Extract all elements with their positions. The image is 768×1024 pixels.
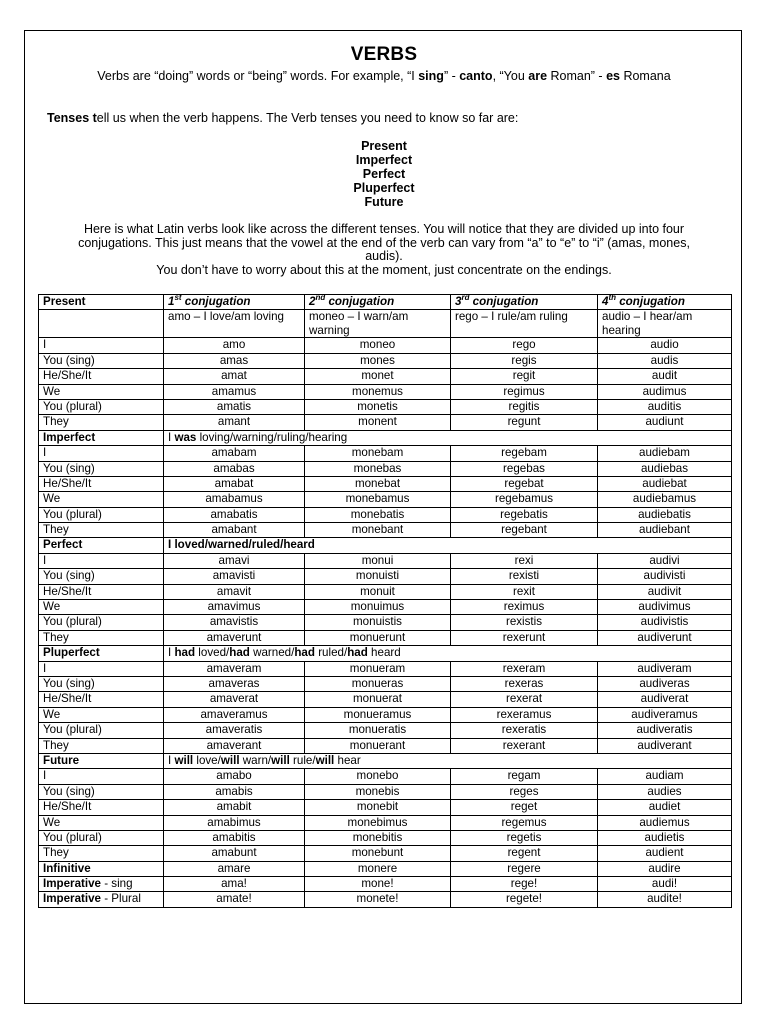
pluperfect-gloss: I had loved/had warned/had ruled/had heard (164, 646, 732, 661)
intro-text: Romana (619, 69, 671, 83)
tenses-line (47, 111, 518, 125)
verb-form: regitis (451, 399, 598, 414)
verb-form: rexistis (451, 615, 598, 630)
verb-form: amate! (164, 892, 305, 907)
table-row (39, 523, 732, 538)
verb-form: monebo (305, 769, 451, 784)
verb-form: amant (164, 415, 305, 430)
imperfect-header: Imperfect (39, 430, 164, 445)
verb-form: amabant (164, 523, 305, 538)
example-row (39, 310, 732, 338)
verb-form: audiam (598, 769, 732, 784)
verb-form: regam (451, 769, 598, 784)
verb-form: monebat (305, 476, 451, 491)
verb-form: amabo (164, 769, 305, 784)
imperfect-gloss: I was loving/warning/ruling/hearing (164, 430, 732, 445)
imperative-plural-row (39, 892, 732, 907)
verb-form: audivit (598, 584, 732, 599)
person-label: You (sing) (39, 569, 164, 584)
verb-form: audies (598, 784, 732, 799)
verb-form: audimus (598, 384, 732, 399)
table-row (39, 784, 732, 799)
verb-form: regebamus (451, 492, 598, 507)
table-row (39, 615, 732, 630)
verb-form: monent (305, 415, 451, 430)
verb-form: audiebant (598, 523, 732, 538)
intro-bold: sing (418, 69, 444, 83)
verb-form: monuerat (305, 692, 451, 707)
table-row (39, 738, 732, 753)
verb-form: monueram (305, 661, 451, 676)
table-row (39, 600, 732, 615)
verb-form: amabitis (164, 830, 305, 845)
verb-form: rexeram (451, 661, 598, 676)
table-row (39, 338, 732, 353)
verb-form: audiverunt (598, 630, 732, 645)
verb-form: audi! (598, 877, 732, 892)
example-cell: audio – I hear/am hearing (598, 310, 732, 338)
person-label: We (39, 815, 164, 830)
verb-form: monebatis (305, 507, 451, 522)
verb-form: monete! (305, 892, 451, 907)
infinitive-row (39, 861, 732, 876)
verb-form: regebas (451, 461, 598, 476)
intro-text: Verbs are “doing” words or “being” words. For example, “I (97, 69, 419, 83)
conjugation-header-row (39, 295, 732, 310)
verb-form: audiebam (598, 446, 732, 461)
verb-form: regetis (451, 830, 598, 845)
imperative-label: Imperative - sing (39, 877, 164, 892)
verb-form: amavisti (164, 569, 305, 584)
intro-bold: are (528, 69, 548, 83)
person-label: You (sing) (39, 784, 164, 799)
person-label: You (plural) (39, 723, 164, 738)
table-row (39, 492, 732, 507)
verb-form: moneo (305, 338, 451, 353)
verb-form: monebit (305, 800, 451, 815)
verb-form: audit (598, 369, 732, 384)
verb-form: amabunt (164, 846, 305, 861)
verb-form: amabamus (164, 492, 305, 507)
verb-form: monuisti (305, 569, 451, 584)
table-row (39, 769, 732, 784)
verb-form: amabat (164, 476, 305, 491)
verb-form: audivisti (598, 569, 732, 584)
table-row (39, 399, 732, 414)
verb-form: amaveramus (164, 707, 305, 722)
verb-form: amaveratis (164, 723, 305, 738)
verb-form: monemus (305, 384, 451, 399)
verb-form: monet (305, 369, 451, 384)
person-label: You (plural) (39, 830, 164, 845)
verb-form: reges (451, 784, 598, 799)
verb-form: amatis (164, 399, 305, 414)
person-label: We (39, 600, 164, 615)
perfect-header: Perfect (39, 538, 164, 553)
verb-form: amas (164, 353, 305, 368)
verb-form: audiverant (598, 738, 732, 753)
verb-form: regete! (451, 892, 598, 907)
verb-form: auditis (598, 399, 732, 414)
verb-form: monebimus (305, 815, 451, 830)
verb-form: ama! (164, 877, 305, 892)
verb-form: rexerat (451, 692, 598, 707)
person-label: You (sing) (39, 676, 164, 691)
tense-list-item: Future (364, 195, 404, 209)
verb-form: amabatis (164, 507, 305, 522)
explanation-text: Here is what Latin verbs look like across the different tenses. You will notice that they are divided up into four conjugations. This just means that the vowel at the end of the verb can vary from “a” to “e” to “i” (amas, mones, audis). (78, 222, 690, 264)
verb-form: amavimus (164, 600, 305, 615)
conjugation-header: 4th conjugation (598, 295, 732, 310)
verb-form: audiveramus (598, 707, 732, 722)
verb-form: audiebat (598, 476, 732, 491)
table-row (39, 630, 732, 645)
verb-form: regit (451, 369, 598, 384)
verb-form: monuerunt (305, 630, 451, 645)
table-row (39, 676, 732, 691)
person-label: He/She/It (39, 800, 164, 815)
tense-list-item: Pluperfect (353, 181, 415, 195)
table-row (39, 476, 732, 491)
verb-form: regere (451, 861, 598, 876)
verb-form: audio (598, 338, 732, 353)
verb-form: monueratis (305, 723, 451, 738)
example-cell: rego – I rule/am ruling (451, 310, 598, 338)
verb-form: regimus (451, 384, 598, 399)
verb-form: audiet (598, 800, 732, 815)
verb-form: audiebatis (598, 507, 732, 522)
verb-form: monueras (305, 676, 451, 691)
table-row (39, 415, 732, 430)
tense-list-item: Imperfect (355, 153, 413, 167)
table-row (39, 369, 732, 384)
table-row (39, 569, 732, 584)
table-row (39, 707, 732, 722)
verb-form: monere (305, 861, 451, 876)
person-label: They (39, 415, 164, 430)
verb-form: amavistis (164, 615, 305, 630)
intro-bold: es (606, 69, 620, 83)
verb-form: amo (164, 338, 305, 353)
verb-form: rexerant (451, 738, 598, 753)
intro-line (0, 69, 768, 83)
verb-form: amabimus (164, 815, 305, 830)
verb-form: amaverat (164, 692, 305, 707)
pluperfect-header: Pluperfect (39, 646, 164, 661)
verb-form: rexi (451, 553, 598, 568)
verb-form: regebant (451, 523, 598, 538)
table-row (39, 461, 732, 476)
verb-form: audiverat (598, 692, 732, 707)
verb-form: audiemus (598, 815, 732, 830)
person-label: You (plural) (39, 399, 164, 414)
table-row (39, 661, 732, 676)
verb-form: amaverunt (164, 630, 305, 645)
verb-form: regemus (451, 815, 598, 830)
verb-form: monebam (305, 446, 451, 461)
verb-form: audiebamus (598, 492, 732, 507)
table-row (39, 800, 732, 815)
intro-text: ” - (443, 69, 460, 83)
verb-form: amabit (164, 800, 305, 815)
verb-form: monuerant (305, 738, 451, 753)
person-label: We (39, 492, 164, 507)
verb-form: rexeramus (451, 707, 598, 722)
person-label: You (plural) (39, 615, 164, 630)
verb-form: audiveras (598, 676, 732, 691)
example-cell: moneo – I warn/am warning (305, 310, 451, 338)
future-header: Future (39, 753, 164, 768)
verb-form: reximus (451, 600, 598, 615)
verb-form: amaveram (164, 661, 305, 676)
conjugation-header: 1st conjugation (164, 295, 305, 310)
table-cell (39, 310, 164, 338)
imperative-sing-row (39, 877, 732, 892)
verb-form: monebunt (305, 846, 451, 861)
person-label: He/She/It (39, 369, 164, 384)
tense-list-item: Present (361, 139, 407, 153)
verb-form: rexerunt (451, 630, 598, 645)
verb-form: audiveram (598, 661, 732, 676)
tenses-bold: Tenses t (47, 111, 97, 125)
verb-form: amaverant (164, 738, 305, 753)
tense-list-item: Perfect (362, 167, 406, 181)
person-label: They (39, 630, 164, 645)
person-label: They (39, 523, 164, 538)
present-header: Present (39, 295, 164, 310)
verb-form: rege! (451, 877, 598, 892)
future-gloss: I will love/will warn/will rule/will hear (164, 753, 732, 768)
person-label: They (39, 738, 164, 753)
verb-form: amabas (164, 461, 305, 476)
verb-form: reget (451, 800, 598, 815)
verb-form: monebant (305, 523, 451, 538)
verb-form: audivistis (598, 615, 732, 630)
person-label: They (39, 846, 164, 861)
conjugation-header: 3rd conjugation (451, 295, 598, 310)
verb-form: amavi (164, 553, 305, 568)
verb-table (38, 294, 732, 908)
verb-form: monebas (305, 461, 451, 476)
page-title: VERBS (350, 44, 418, 65)
verb-form: regunt (451, 415, 598, 430)
person-label: I (39, 338, 164, 353)
person-label: I (39, 661, 164, 676)
intro-bold: canto (459, 69, 493, 83)
verb-form: regebatis (451, 507, 598, 522)
table-row (39, 692, 732, 707)
tenses-text: ell us when the verb happens. The Verb tenses you need to know so far are: (96, 111, 519, 125)
person-label: You (plural) (39, 507, 164, 522)
verb-form: rego (451, 338, 598, 353)
table-row (39, 353, 732, 368)
table-row (39, 723, 732, 738)
verb-form: audiebas (598, 461, 732, 476)
verb-form: audiveratis (598, 723, 732, 738)
table-row (39, 830, 732, 845)
verb-form: audivi (598, 553, 732, 568)
person-label: I (39, 553, 164, 568)
conjugation-header: 2nd conjugation (305, 295, 451, 310)
verb-form: amabis (164, 784, 305, 799)
person-label: We (39, 384, 164, 399)
verb-form: monuit (305, 584, 451, 599)
table-row (39, 846, 732, 861)
verb-form: rexeratis (451, 723, 598, 738)
person-label: We (39, 707, 164, 722)
verb-form: rexit (451, 584, 598, 599)
verb-form: monetis (305, 399, 451, 414)
verb-form: audivimus (598, 600, 732, 615)
verb-form: amare (164, 861, 305, 876)
verb-form: audire (598, 861, 732, 876)
verb-form: monebitis (305, 830, 451, 845)
verb-form: mones (305, 353, 451, 368)
example-cell: amo – I love/am loving (164, 310, 305, 338)
verb-form: audietis (598, 830, 732, 845)
verb-form: amabam (164, 446, 305, 461)
verb-form: amamus (164, 384, 305, 399)
tense-list (0, 139, 768, 209)
verb-form: regebam (451, 446, 598, 461)
verb-form: audiunt (598, 415, 732, 430)
verb-form: regis (451, 353, 598, 368)
person-label: He/She/It (39, 692, 164, 707)
explanation-paragraph (60, 223, 708, 277)
table-row (39, 815, 732, 830)
intro-text: , “You (492, 69, 529, 83)
table-row (39, 507, 732, 522)
verb-table-body (39, 295, 732, 908)
verb-form: amat (164, 369, 305, 384)
explanation-note: You don’t have to worry about this at the moment, just concentrate on the endings. (156, 262, 612, 277)
table-row (39, 384, 732, 399)
verb-form: rexisti (451, 569, 598, 584)
imperfect-section-row (39, 430, 732, 445)
pluperfect-section-row (39, 646, 732, 661)
verb-form: regent (451, 846, 598, 861)
verb-form: monueramus (305, 707, 451, 722)
verb-form: amaveras (164, 676, 305, 691)
person-label: He/She/It (39, 584, 164, 599)
verb-form: rexeras (451, 676, 598, 691)
verb-form: monuimus (305, 600, 451, 615)
table-row (39, 584, 732, 599)
person-label: You (sing) (39, 353, 164, 368)
verb-form: monebis (305, 784, 451, 799)
infinitive-label: Infinitive (39, 861, 164, 876)
verb-form: amavit (164, 584, 305, 599)
verb-form: monebamus (305, 492, 451, 507)
verb-form: audis (598, 353, 732, 368)
intro-text: Roman” - (547, 69, 607, 83)
verb-form: mone! (305, 877, 451, 892)
table-row (39, 553, 732, 568)
person-label: I (39, 769, 164, 784)
perfect-section-row (39, 538, 732, 553)
verb-form: monuistis (305, 615, 451, 630)
verb-form: audite! (598, 892, 732, 907)
perfect-gloss: I loved/warned/ruled/heard (164, 538, 732, 553)
verb-form: audient (598, 846, 732, 861)
person-label: You (sing) (39, 461, 164, 476)
imperative-label: Imperative - Plural (39, 892, 164, 907)
verb-form: regebat (451, 476, 598, 491)
table-row (39, 446, 732, 461)
verb-form: monui (305, 553, 451, 568)
person-label: I (39, 446, 164, 461)
person-label: He/She/It (39, 476, 164, 491)
future-section-row (39, 753, 732, 768)
